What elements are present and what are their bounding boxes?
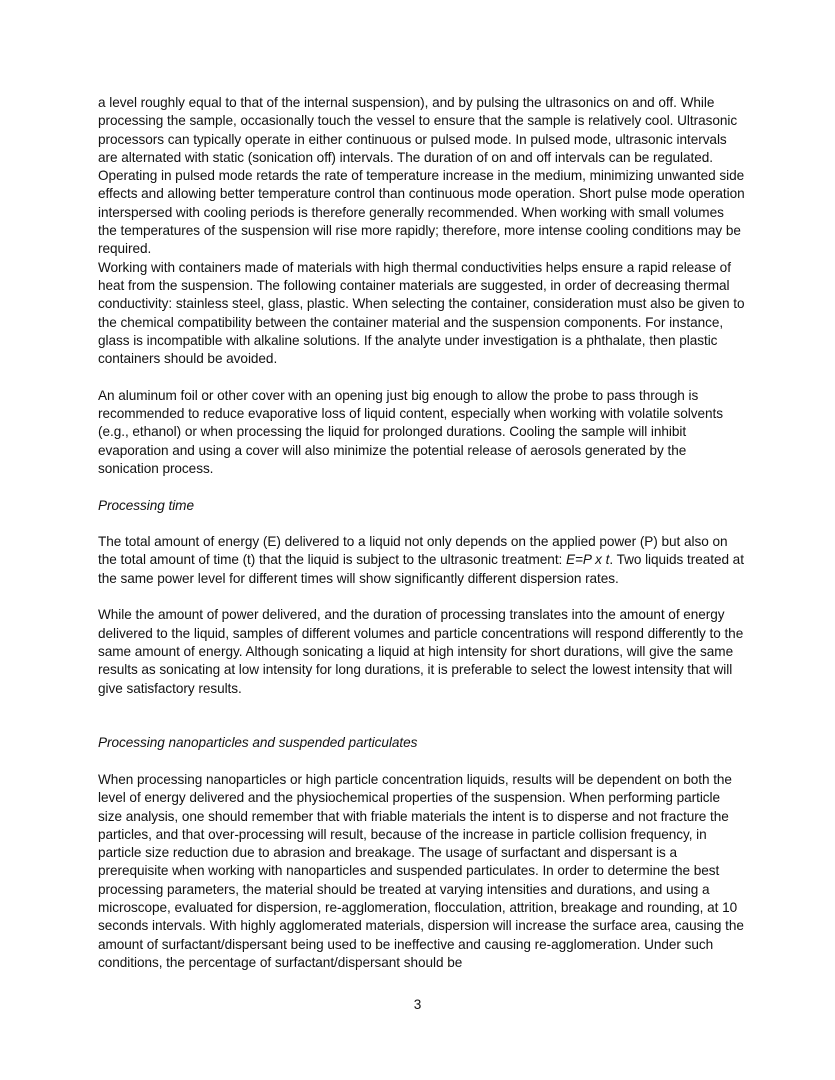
heading-processing-time: Processing time bbox=[98, 497, 194, 513]
spacer bbox=[98, 588, 746, 606]
energy-formula: E=P x t bbox=[566, 552, 610, 568]
spacer bbox=[98, 698, 746, 735]
paragraph-nanoparticles: When processing nanoparticles or high particle concentration liquids, results will be dependent on both the level of energy delivered and the physiochemical properties of the suspension. When performing particle size analysis, one should remember that with friable materials the intent is to disperse and not fracture the particles, and that over-processing will result, because of the increase in particle collision frequency, in particle size reduction due to abrasion and breakage. The usage of surfactant and dispersant is a prerequisite when working with nanoparticles and suspended particulates. In order to determine the best processing parameters, the material should be treated at varying intensities and durations, and using a microscope, evaluated for dispersion, re-agglomeration, flocculation, attrition, breakage and rounding, at 10 seconds intervals. With highly agglomerated materials, dispersion will increase the surface area, causing the amount of surfactant/dispersant being used to be ineffective and causing re-agglomeration. Under such conditions, the percentage of surfactant/dispersant should be bbox=[98, 771, 744, 970]
document-body bbox=[98, 94, 746, 972]
paragraph-container-materials: Working with containers made of materials with high thermal conductivities helps ensure a rapid release of heat from the suspension. The following container materials are suggested, in order of decreasing thermal conductivity: stainless steel, glass, plastic. When selecting the container, consideration must also be given to the chemical compatibility between the container material and the suspension components. For instance, glass is incompatible with alkaline solutions. If the analyte under investigation is a phthalate, then plastic containers should be avoided. bbox=[98, 259, 745, 367]
spacer bbox=[98, 515, 746, 533]
paragraph-pulsed-mode: a level roughly equal to that of the internal suspension), and by pulsing the ultrasonics on and off. While processing the sample, occasionally touch the vessel to ensure that the sample is relatively cool. Ultrasonic processors can typically operate in either continuous or pulsed mode. In pulsed mode, ultrasonic intervals are alternated with static (sonication off) intervals. The duration of on and off intervals can be regulated. Operating in pulsed mode retards the rate of temperature increase in the medium, minimizing unwanted side effects and allowing better temperature control than continuous mode operation. Short pulse mode operation interspersed with cooling periods is therefore generally recommended. When working with small volumes the temperatures of the suspension will rise more rapidly; therefore, more intense cooling conditions may be required. bbox=[98, 95, 745, 257]
energy-text-after: . Two liquids treated at the same power level for different times will show significantly different dispersion rates. bbox=[98, 552, 744, 586]
spacer bbox=[98, 478, 746, 496]
paragraph-cover: An aluminum foil or other cover with an opening just big enough to allow the probe to pass through is recommended to reduce evaporative loss of liquid content, especially when working with volatile solvents (e.g., ethanol) or when processing the liquid for prolonged durations. Cooling the sample will inhibit evaporation and using a cover will also minimize the potential release of aerosols generated by the sonication process. bbox=[98, 387, 723, 476]
heading-nanoparticles: Processing nanoparticles and suspended particulates bbox=[98, 735, 418, 751]
spacer bbox=[98, 753, 746, 771]
paragraph-intensity: While the amount of power delivered, and the duration of processing translates into the amount of energy delivered to the liquid, samples of different volumes and particle concentrations will respond differently to the same amount of energy. Although sonicating a liquid at high intensity for short durations, will give the same results as sonicating at low intensity for long durations, it is preferable to select the lowest intensity that will give satisfactory results. bbox=[98, 607, 744, 696]
spacer bbox=[98, 368, 746, 386]
page-number: 3 bbox=[413, 997, 422, 1012]
energy-text-before: The total amount of energy (E) delivered to a liquid not only depends on the applied power (P) but also on the total amount of time (t) that the liquid is subject to the ultrasonic treatment: bbox=[98, 534, 728, 568]
paragraph-energy bbox=[98, 533, 746, 588]
